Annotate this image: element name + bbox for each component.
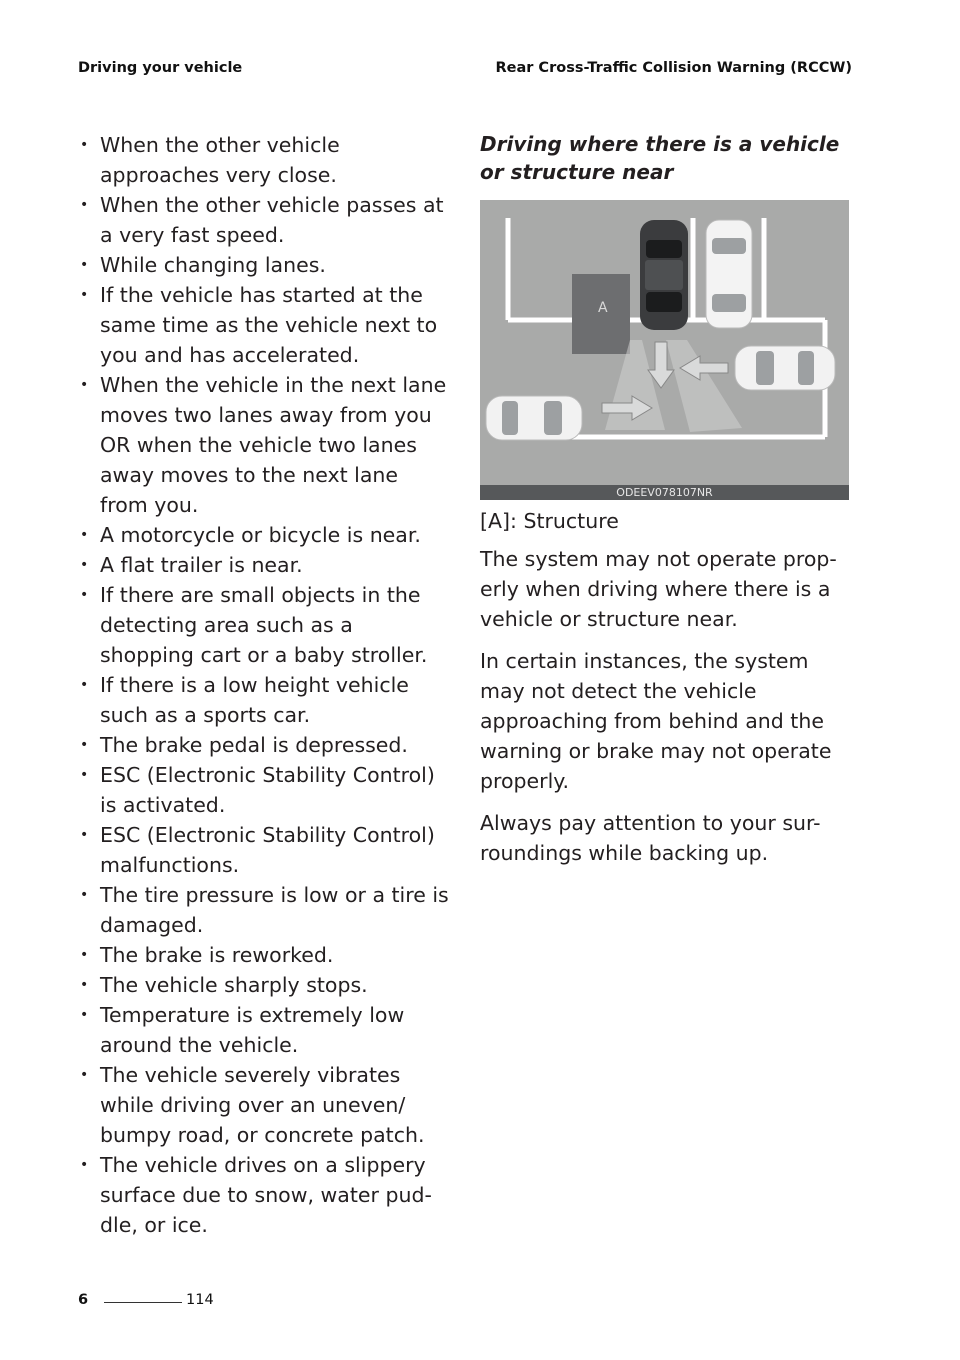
bullet-icon: • [80, 1157, 89, 1173]
bullet-icon: • [80, 527, 89, 543]
sensor-beam-right [666, 340, 742, 432]
bullet-icon: • [80, 1007, 89, 1023]
parking-lot-diagram [480, 200, 849, 500]
list-item: • When the other vehicle passes at a very fast speed. [78, 190, 450, 250]
section-title: Driving where there is a vehicle or structure near [480, 132, 840, 184]
left-white-car-icon [486, 396, 582, 440]
bullet-icon: • [80, 767, 89, 783]
right-white-car-icon [735, 346, 835, 390]
bullet-icon: • [80, 887, 89, 903]
chapter-number: 6 [78, 1292, 89, 1308]
bullet-icon: • [80, 197, 89, 213]
paragraph: Always pay attention to your sur-roundings while backing up. [480, 811, 821, 865]
bullet-icon: • [80, 677, 89, 693]
bullet-icon: • [80, 827, 89, 843]
list-item: • If there are small objects in the detecting area such as a shopping cart or a baby stroller. [78, 580, 450, 670]
bullet-icon: • [80, 737, 89, 753]
bullet-icon: • [80, 557, 89, 573]
list-item: • The tire pressure is low or a tire is damaged. [78, 880, 450, 940]
condition-list [78, 130, 450, 1240]
list-item: • The vehicle sharply stops. [78, 970, 450, 1000]
bullet-icon: • [80, 137, 89, 153]
list-item: • A motorcycle or bicycle is near. [78, 520, 450, 550]
list-item: • Temperature is extremely low around the vehicle. [78, 1000, 450, 1060]
list-item: • If there is a low height vehicle such as a sports car. [78, 670, 450, 730]
paragraph: In certain instances, the system may not detect the vehicle approaching from behind and the warning or brake may not operate properly. [480, 649, 832, 793]
figure-caption: [A]: Structure [480, 509, 619, 533]
paragraph: The system may not operate prop-erly when driving where there is a vehicle or structure near. [480, 547, 837, 631]
right-column [480, 130, 850, 880]
bullet-icon: • [80, 287, 89, 303]
dark-car-icon [640, 220, 688, 330]
bullet-icon: • [80, 377, 89, 393]
page-number: 114 [186, 1292, 214, 1308]
parking-illustration [480, 200, 849, 500]
figure-code: ODEEV078107NR [480, 485, 849, 500]
list-item: • The brake is reworked. [78, 940, 450, 970]
bullet-icon: • [80, 977, 89, 993]
bullet-icon: • [80, 587, 89, 603]
footer-divider [104, 1302, 182, 1303]
list-item: • If the vehicle has started at the same time as the vehicle next to you and has accelerated. [78, 280, 450, 370]
bullet-icon: • [80, 947, 89, 963]
list-item: • ESC (Electronic Stability Control) malfunctions. [78, 820, 450, 880]
list-item: • The brake pedal is depressed. [78, 730, 450, 760]
list-item: • While changing lanes. [78, 250, 450, 280]
list-item: • When the vehicle in the next lane moves two lanes away from you OR when the vehicle two lanes away moves to the next lane from you. [78, 370, 450, 520]
left-column [78, 130, 450, 1240]
white-suv-icon [706, 220, 752, 328]
list-item: • The vehicle drives on a slippery surface due to snow, water pud-dle, or ice. [78, 1150, 450, 1240]
bullet-icon: • [80, 257, 89, 273]
list-item: • ESC (Electronic Stability Control) is activated. [78, 760, 450, 820]
list-item: • The vehicle severely vibrates while driving over an uneven/ bumpy road, or concrete patch. [78, 1060, 450, 1150]
header-section-title: Driving your vehicle [78, 60, 243, 76]
bullet-icon: • [80, 1067, 89, 1083]
header-topic-title: Rear Cross-Traffic Collision Warning (RCCW) [495, 60, 852, 76]
list-item: • When the other vehicle approaches very close. [78, 130, 450, 190]
list-item: • A flat trailer is near. [78, 550, 450, 580]
structure-label: A [598, 300, 608, 316]
